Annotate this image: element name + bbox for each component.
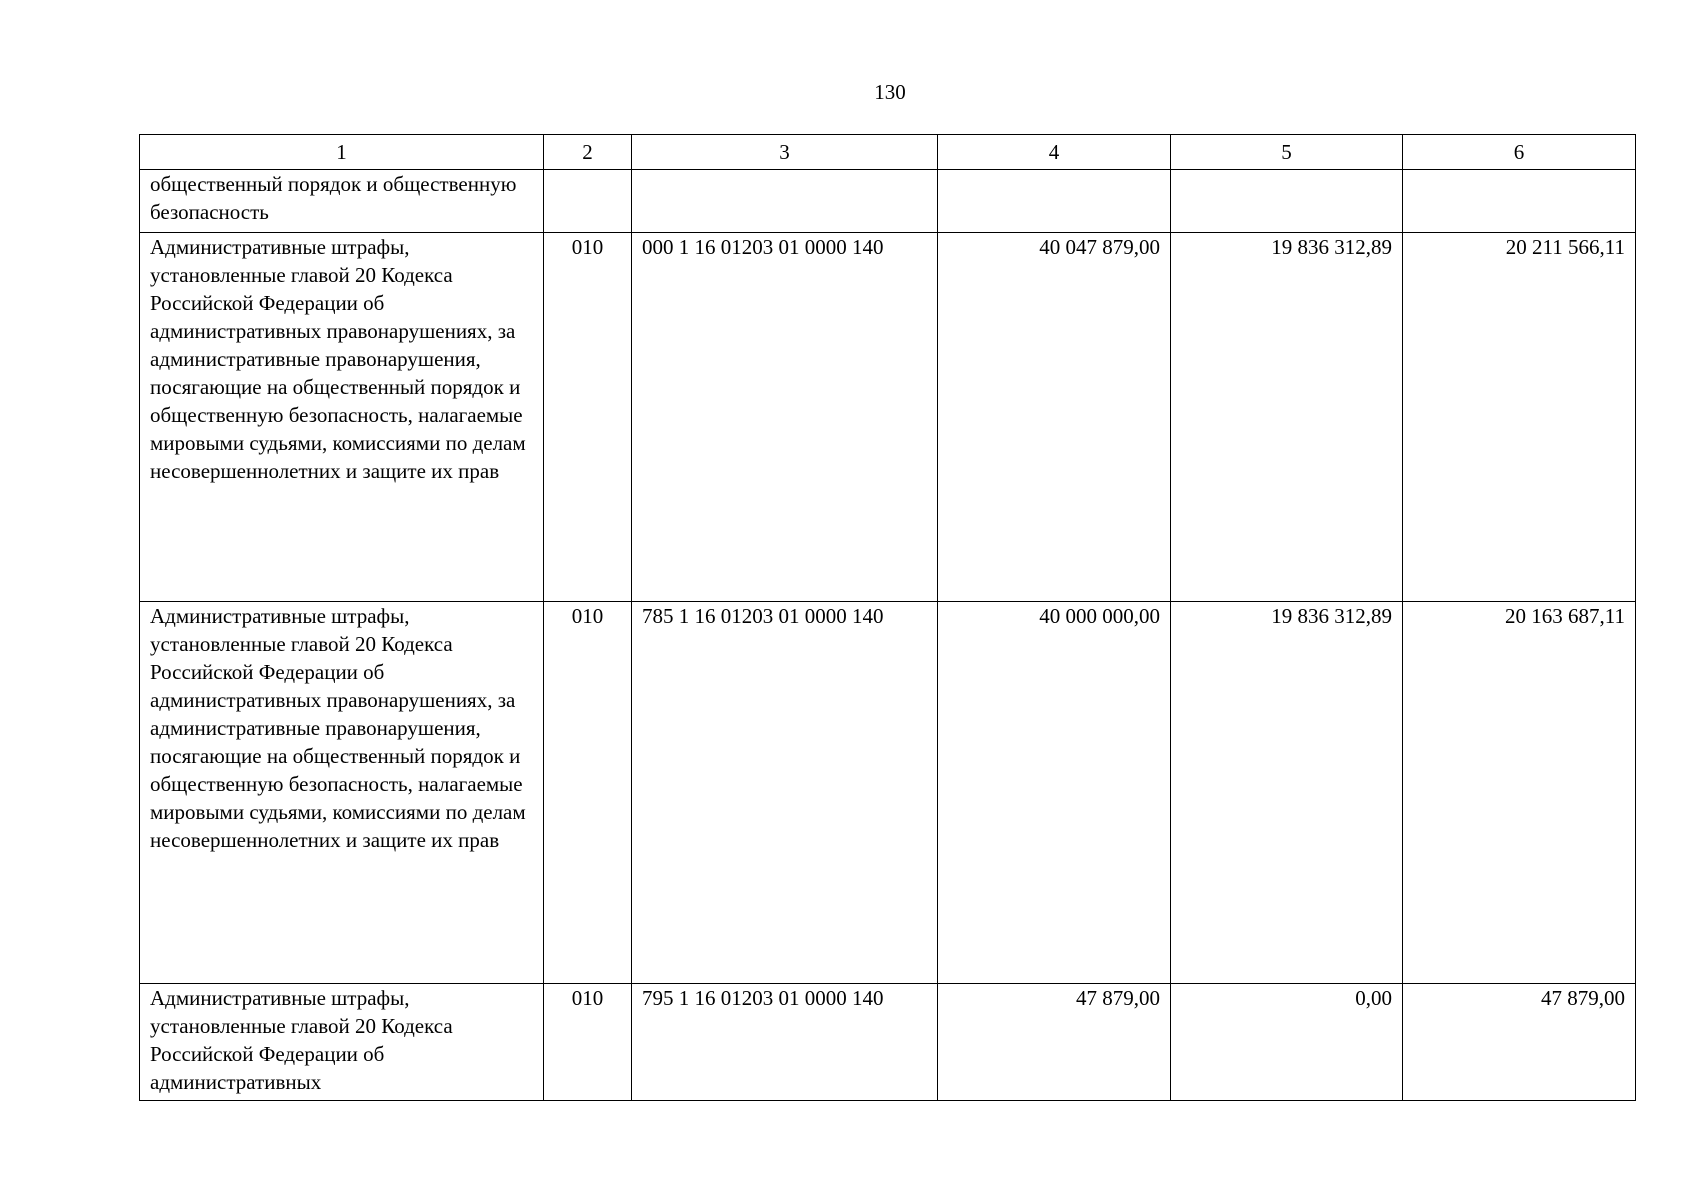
- row-code-cell: 010: [544, 602, 632, 984]
- column-header-6: 6: [1403, 135, 1636, 170]
- column-header-5: 5: [1171, 135, 1403, 170]
- row-remainder-cell: 20 211 566,11: [1403, 233, 1636, 602]
- column-header-1: 1: [140, 135, 544, 170]
- row-name-cell: Административные штрафы, установленные главой 20 Кодекса Российской Федерации об административных правонарушениях, за административные правонарушения, посягающие на общественный порядок и общественную безопасность, налагаемые мировыми судьями, комиссиями по делам несовершеннолетних и защите их прав: [140, 233, 544, 602]
- budget-table: [139, 134, 1636, 1101]
- row-kbk-cell: 000 1 16 01203 01 0000 140: [632, 233, 938, 602]
- row-name-cell: общественный порядок и общественную безопасность: [140, 170, 544, 233]
- table-row: [140, 233, 1636, 602]
- row-code-cell: 010: [544, 984, 632, 1101]
- column-header-4: 4: [938, 135, 1171, 170]
- row-remainder-cell: 47 879,00: [1403, 984, 1636, 1101]
- row-kbk-cell: 785 1 16 01203 01 0000 140: [632, 602, 938, 984]
- row-code-cell: [544, 170, 632, 233]
- row-kbk-cell: 795 1 16 01203 01 0000 140: [632, 984, 938, 1101]
- row-fact-cell: 19 836 312,89: [1171, 233, 1403, 602]
- row-name-cell: Административные штрафы, установленные главой 20 Кодекса Российской Федерации об административных правонарушениях, за административные правонарушения, посягающие на общественный порядок и общественную безопасность, налагаемые мировыми судьями, комиссиями по делам несовершеннолетних и защите их прав: [140, 602, 544, 984]
- row-fact-cell: 19 836 312,89: [1171, 602, 1403, 984]
- column-header-3: 3: [632, 135, 938, 170]
- table-row: [140, 984, 1636, 1101]
- table-header-row: [140, 135, 1636, 170]
- row-remainder-cell: [1403, 170, 1636, 233]
- row-fact-cell: [1171, 170, 1403, 233]
- column-header-2: 2: [544, 135, 632, 170]
- page-number: 130: [874, 80, 906, 104]
- row-plan-cell: 47 879,00: [938, 984, 1171, 1101]
- row-plan-cell: 40 000 000,00: [938, 602, 1171, 984]
- table-row: [140, 170, 1636, 233]
- row-plan-cell: 40 047 879,00: [938, 233, 1171, 602]
- row-fact-cell: 0,00: [1171, 984, 1403, 1101]
- row-plan-cell: [938, 170, 1171, 233]
- table-row: [140, 602, 1636, 984]
- row-name-cell: Административные штрафы, установленные главой 20 Кодекса Российской Федерации об административных: [140, 984, 544, 1101]
- row-remainder-cell: 20 163 687,11: [1403, 602, 1636, 984]
- row-kbk-cell: [632, 170, 938, 233]
- row-code-cell: 010: [544, 233, 632, 602]
